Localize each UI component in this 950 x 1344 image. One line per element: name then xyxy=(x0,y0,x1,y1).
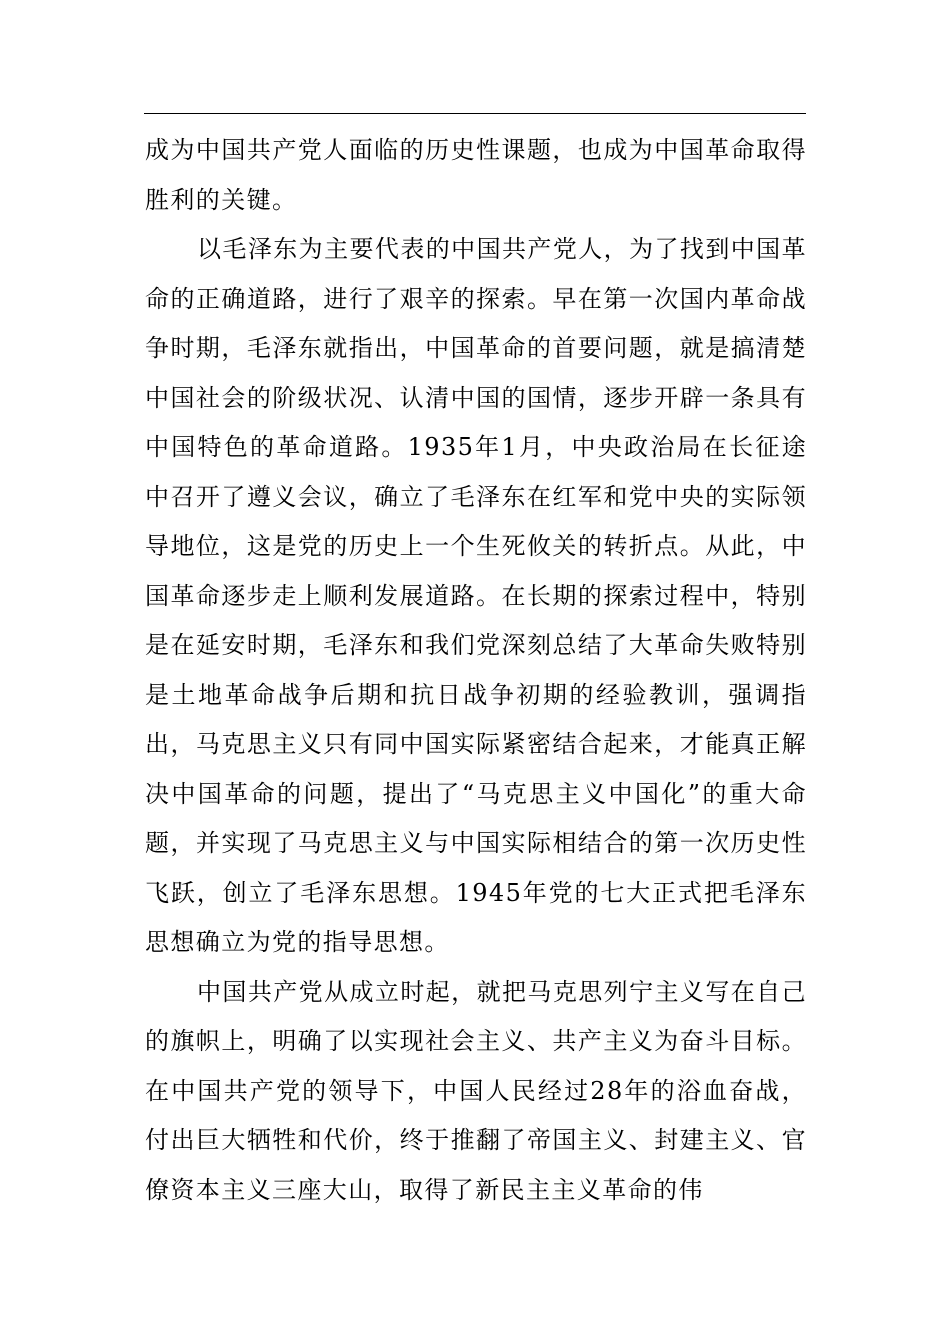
body-text xyxy=(145,126,807,1215)
paragraph-3: 中国共产党从成立时起，就把马克思列宁主义写在自己的旗帜上，明确了以实现社会主义、共产主义为奋斗目标。在中国共产党的领导下，中国人民经过28年的浴血奋战，付出巨大牺牲和代价，终于推翻了帝国主义、封建主义、官僚资本主义三座大山，取得了新民主主义革命的伟 xyxy=(145,977,807,1204)
paragraph-2: 以毛泽东为主要代表的中国共产党人，为了找到中国革命的正确道路，进行了艰辛的探索。早在第一次国内革命战争时期，毛泽东就指出，中国革命的首要问题，就是搞清楚中国社会的阶级状况、认清中国的国情，逐步开辟一条具有中国特色的革命道路。1935年1月，中央政治局在长征途中召开了遵义会议，确立了毛泽东在红军和党中央的实际领导地位，这是党的历史上一个生死攸关的转折点。从此，中国革命逐步走上顺利发展道路。在长期的探索过程中，特别是在延安时期，毛泽东和我们党深刻总结了大革命失败特别是土地革命战争后期和抗日战争初期的经验教训，强调指出，马克思主义只有同中国实际紧密结合起来，才能真正解决中国革命的问题，提出了“马克思主义中国化”的重大命题，并实现了马克思主义与中国实际相结合的第一次历史性飞跃，创立了毛泽东思想。1945年党的七大正式把毛泽东思想确立为党的指导思想。 xyxy=(145,235,807,956)
header-rule xyxy=(144,113,806,114)
paragraph-1: 成为中国共产党人面临的历史性课题，也成为中国革命取得胜利的关键。 xyxy=(145,136,807,214)
